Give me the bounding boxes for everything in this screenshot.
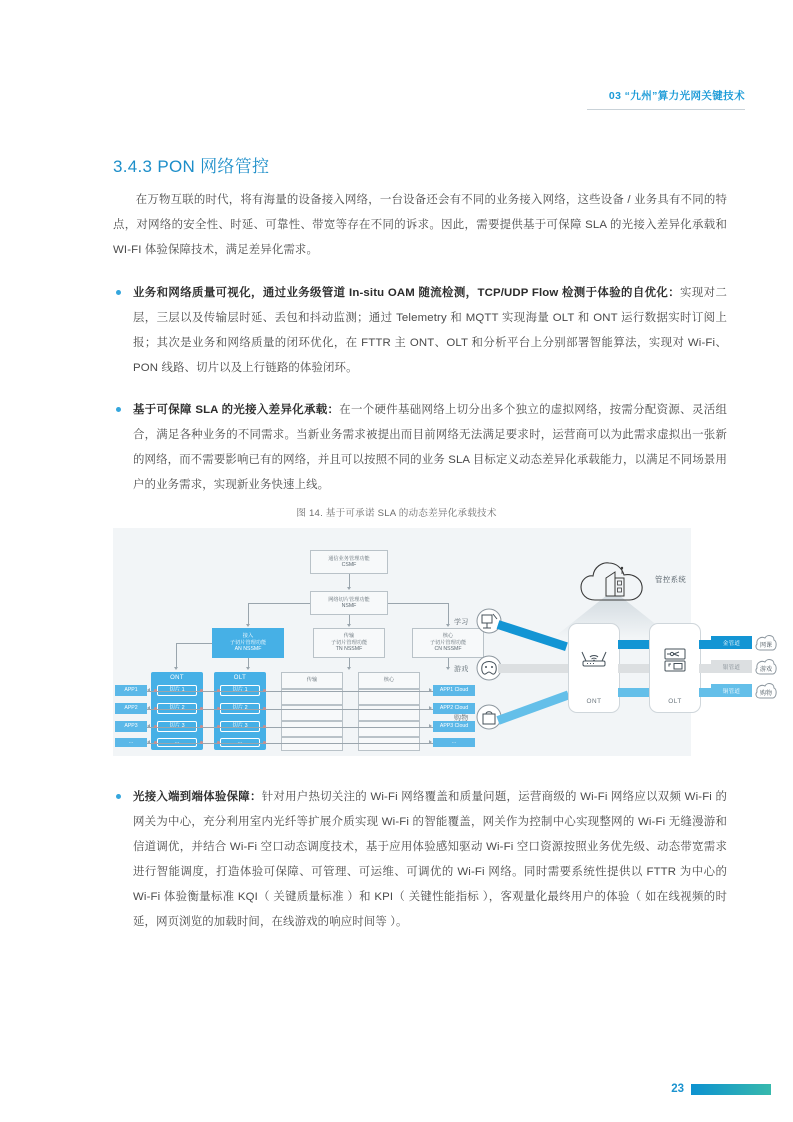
pipe-gold-out <box>699 640 711 649</box>
cn-nssmf-line2: 子切片管理功能 <box>429 639 467 646</box>
cloud-icon <box>579 560 649 604</box>
bullet-body <box>133 785 727 935</box>
online-class-icon <box>754 632 778 654</box>
list-item <box>113 281 727 381</box>
arrow-down-icon <box>246 667 250 670</box>
pipe-gold-mid <box>618 640 649 649</box>
olt-equipment-icon <box>662 647 688 673</box>
bullet-body <box>133 398 727 498</box>
scene-label-game: 游戏 <box>454 666 469 673</box>
body-content <box>113 188 727 515</box>
csmf-box <box>310 550 388 574</box>
list-item <box>113 398 727 498</box>
bullet-detail: 针对用户热切关注的 Wi-Fi 网络覆盖和质量问题，运营商级的 Wi-Fi 网络应以双频 Wi-Fi 的网关为中心，充分利用室内光纤等扩展介质实现 Wi-Fi 的智能覆盖，网关作为控制中心实现整网的 Wi-Fi 无缝漫游和信道调优，并结合 Wi-Fi 空口动态调度技术，基于应用体验感知驱动 Wi-Fi 空口资源按照业务优先级、动态带宽需求进行智能调度，打造体验可保障、可管理、可运维、可调优的 Wi-Fi 网络。同时需要系统性提供以 FTTR 为中心的 Wi-Fi 体验衡量标准 KQI（ 关键质量标准 ）和 KPI（ 关键性能指标 ），客观量化最终用户的体验（ 如在线视频的时延，网页浏览的加载时间，在线游戏的响应时间等 ）。 <box>133 791 728 928</box>
olt-device-label: OLT <box>668 698 682 705</box>
running-header <box>587 88 745 110</box>
transport-col-header: 传输 <box>281 672 343 689</box>
arrow-down-icon <box>347 667 351 670</box>
svg-text:游戏: 游戏 <box>759 667 773 673</box>
footer-accent-bar <box>691 1084 771 1095</box>
bullet-detail: 在一个硬件基础网络上切分出多个独立的虚拟网络，按需分配资源、灵活组合，满足各种业务的不同需求。当新业务需求被提出而目前网络无法满足要求时，运营商可以为此需求虚拟出一张新的网络，而不需要影响已有的网络，并且可以按照不同的业务 SLA 目标定义动态差异化承载能力，以满足不同场景用户的业务需求，实现新业务快速上线。 <box>133 404 727 491</box>
junction-dot <box>263 741 266 744</box>
ont-device-label: ONT <box>586 698 602 705</box>
pipe-tag-silver: 银管道 <box>711 660 752 673</box>
pipe-silver-out <box>699 664 711 673</box>
an-nssmf-line2: 子切片管理功能 <box>229 639 267 646</box>
pipe-copper-in <box>496 691 570 725</box>
core-col-header: 核心 <box>358 672 420 689</box>
junction-dot <box>263 725 266 728</box>
intro-paragraph: 在万物互联的时代，将有海量的设备接入网络，一台设备还会有不同的业务接入网络，这些设备 / 业务具有不同的特点，对网络的安全性、时延、可靠性、带宽等存在不同的诉求。因此，需要提供基于可保障 SLA 的光接入差异化承载和 WI-FI 体验保障技术，满足差异化需求。 <box>113 194 727 256</box>
arrow-right-icon <box>429 740 432 744</box>
nsmf-box <box>310 591 388 615</box>
junction-dot <box>200 707 203 710</box>
pipe-tag-gold: 金管道 <box>711 636 752 649</box>
cloud-label: 管控系统 <box>655 575 687 584</box>
app-cloud-3: APP3 Cloud <box>433 721 475 732</box>
arrow-left-icon <box>147 706 150 710</box>
csmf-line2: CSMF <box>341 562 357 568</box>
page-number: 23 <box>671 1083 684 1095</box>
flow-line <box>147 727 433 728</box>
bullet-lead: 基于可保障 SLA 的光接入差异化承载： <box>133 404 340 416</box>
bullet-dot-icon <box>116 407 121 412</box>
bullet-detail: 实现对二层，三层以及传输层时延、丢包和抖动监测；通过 Telemetry 和 MQTT 实现海量 OLT 和 ONT 运行数据实时订阅上报；其次是业务和网络质量的闭环优化，在 FTTR 主 ONT、OLT 和分析平台上分别部署智能算法，实现对 Wi-Fi、PON 线路、切片以及上行链路的体验闭环。 <box>133 287 727 374</box>
app-3: APP3 <box>115 721 147 732</box>
core-cell <box>358 721 420 737</box>
flow-line <box>147 743 433 744</box>
tn-nssmf-line3: TN NSSMF <box>335 646 363 653</box>
nsmf-line1: 网络切片管理功能 <box>328 596 370 603</box>
tn-nssmf-box <box>313 628 385 658</box>
connector <box>388 603 448 604</box>
figure-diagram <box>113 528 773 756</box>
connector <box>448 603 449 625</box>
arrow-left-icon <box>147 688 150 692</box>
cn-nssmf-box <box>412 628 484 658</box>
junction-dot <box>217 741 220 744</box>
connector <box>176 643 177 668</box>
connector <box>176 643 212 644</box>
flow-line <box>147 709 433 710</box>
transport-cell <box>281 737 343 751</box>
junction-dot <box>200 725 203 728</box>
junction-dot <box>217 689 220 692</box>
header-chapter-title: 03 “九州”算力光网关键技术 <box>608 90 745 102</box>
app-cloud-2: APP2 Cloud <box>433 703 475 714</box>
list-item <box>113 785 727 935</box>
online-game-icon <box>754 656 778 678</box>
app-2: APP2 <box>115 703 147 714</box>
transport-cell <box>281 721 343 737</box>
junction-dot <box>154 725 157 728</box>
core-cell <box>358 737 420 751</box>
arrow-down-icon <box>174 667 178 670</box>
junction-dot <box>200 689 203 692</box>
app-cloud-4: … <box>433 738 475 747</box>
junction-dot <box>154 741 157 744</box>
junction-dot <box>200 741 203 744</box>
arrow-right-icon <box>429 688 432 692</box>
junction-dot <box>263 689 266 692</box>
junction-dot <box>263 707 266 710</box>
an-nssmf-line3: AN NSSMF <box>234 646 262 653</box>
ont-panel-title: ONT <box>170 675 184 681</box>
arrow-left-icon <box>147 724 150 728</box>
bullet-lead: 业务和网络质量可视化，通过业务级管道 In-situ OAM 随流检测，TCP/UDP Flow 检测于体验的自优化： <box>133 287 681 299</box>
pipe-copper-mid <box>618 688 649 697</box>
app-1: APP1 <box>115 685 147 696</box>
pipe-silver-mid <box>618 664 649 673</box>
scene-label-shopping: 购物 <box>454 715 469 722</box>
cn-nssmf-line1: 核心 <box>442 633 454 640</box>
arrow-down-icon <box>446 624 450 627</box>
scene-label-study: 学习 <box>454 619 469 626</box>
connector <box>349 574 350 588</box>
router-icon <box>580 646 608 670</box>
online-shopping-icon <box>754 680 778 702</box>
header-divider <box>587 109 745 110</box>
pipe-tag-copper: 铜管道 <box>711 684 752 697</box>
arrow-left-icon <box>147 740 150 744</box>
tn-nssmf-line2: 子切片管理功能 <box>330 639 368 646</box>
tn-nssmf-line1: 传输 <box>343 633 355 640</box>
junction-dot <box>217 707 220 710</box>
cn-nssmf-line3: CN NSSMF <box>434 646 462 653</box>
core-cell <box>358 705 420 721</box>
app-4: … <box>115 738 147 747</box>
olt-device <box>649 623 701 713</box>
pipe-copper-out <box>699 688 711 697</box>
junction-dot <box>154 707 157 710</box>
page-title: 3.4.3 PON 网络管控 <box>113 157 270 176</box>
an-nssmf-box <box>212 628 284 658</box>
bullet-dot-icon <box>116 794 121 799</box>
bullet-body <box>133 281 727 381</box>
nsmf-line2: NSMF <box>341 603 357 609</box>
arrow-right-icon <box>429 706 432 710</box>
arrow-right-icon <box>429 724 432 728</box>
body-content-lower <box>113 785 727 935</box>
pipe-silver-in <box>498 664 570 673</box>
junction-dot <box>217 725 220 728</box>
an-nssmf-line1: 接入 <box>242 633 254 640</box>
arrow-down-icon <box>347 587 351 590</box>
olt-panel-title: OLT <box>233 675 247 681</box>
flow-line <box>147 691 433 692</box>
csmf-line1: 通信业务管理功能 <box>328 555 370 562</box>
transport-cell <box>281 705 343 721</box>
svg-text:购物: 购物 <box>759 691 773 697</box>
figure-caption: 图 14. 基于可承诺 SLA 的动态差异化承载技术 <box>296 508 497 519</box>
junction-dot <box>154 689 157 692</box>
arrow-down-icon <box>446 667 450 670</box>
bullet-dot-icon <box>116 290 121 295</box>
arrow-down-icon <box>347 624 351 627</box>
ont-device <box>568 623 620 713</box>
bullet-lead: 光接入端到端体验保障： <box>133 791 262 803</box>
arrow-down-icon <box>246 624 250 627</box>
app-cloud-1: APP1 Cloud <box>433 685 475 696</box>
connector <box>248 603 249 625</box>
connector <box>248 603 310 604</box>
svg-text:网课: 网课 <box>759 643 773 649</box>
bullet-list <box>113 281 727 498</box>
